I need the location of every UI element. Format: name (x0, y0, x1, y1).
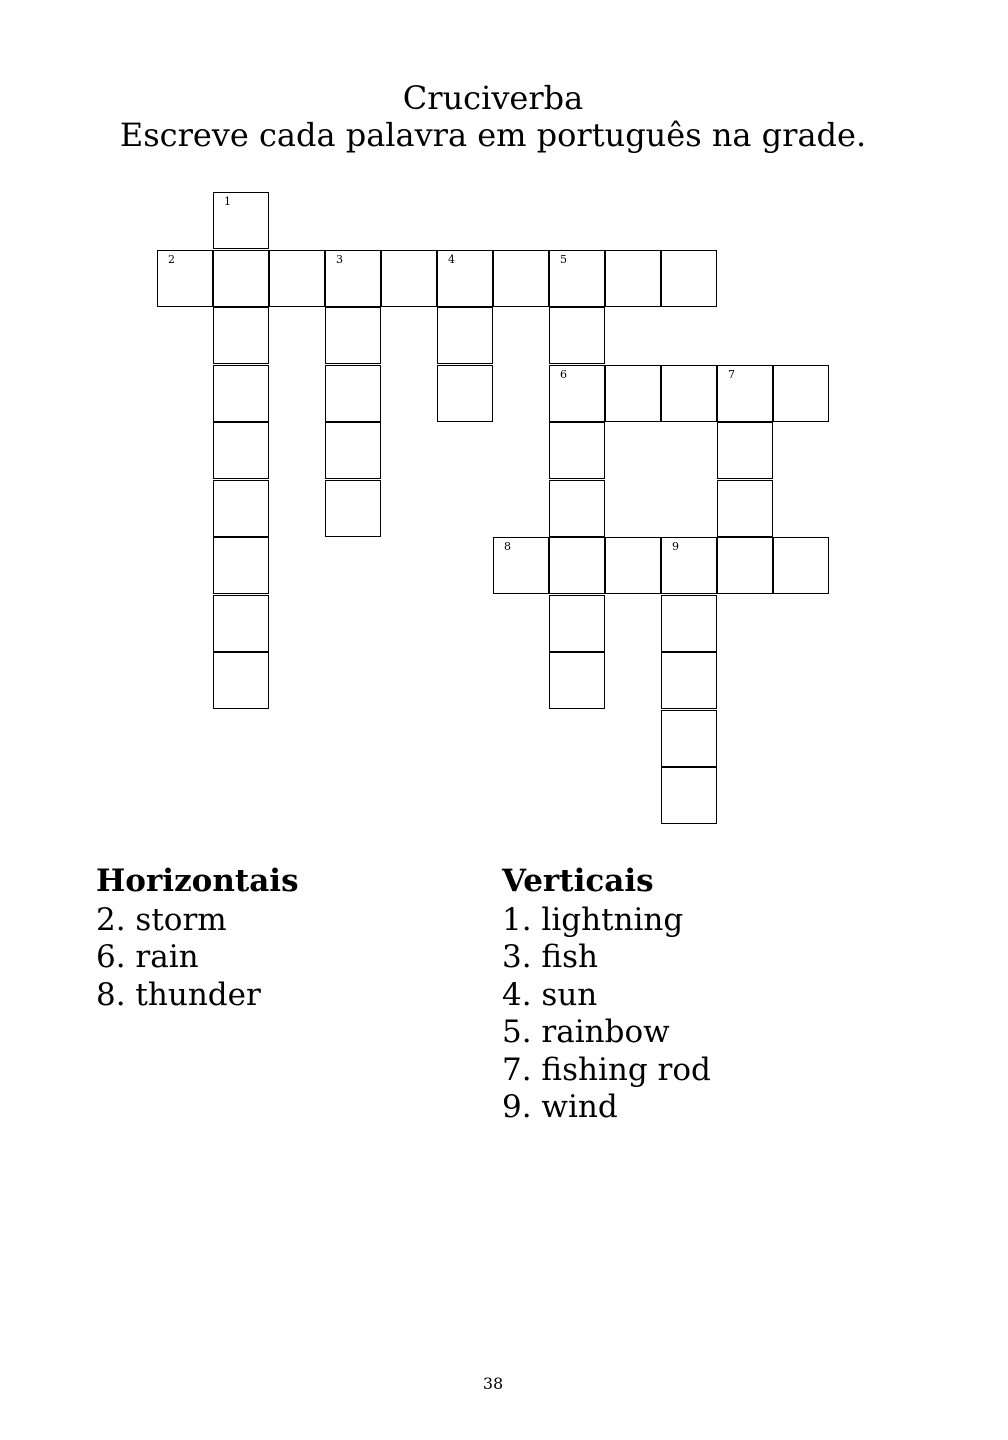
down-heading: Verticais (502, 863, 654, 899)
grid-cell[interactable] (605, 250, 661, 307)
grid-cell[interactable] (157, 250, 213, 307)
grid-cell[interactable] (549, 422, 605, 479)
grid-cell[interactable] (717, 365, 773, 422)
grid-cell[interactable] (213, 480, 269, 537)
grid-cell[interactable] (661, 767, 717, 824)
down-clue: 3. fish (502, 939, 598, 976)
grid-cell[interactable] (661, 537, 717, 594)
grid-cell[interactable] (325, 480, 381, 537)
grid-cell[interactable] (717, 537, 773, 594)
page-subtitle: Escreve cada palavra em português na grade. (119, 116, 867, 154)
clue-number: 8 (504, 540, 511, 553)
grid-cell[interactable] (549, 537, 605, 594)
down-clue: 5. rainbow (502, 1014, 670, 1051)
grid-cell[interactable] (269, 250, 325, 307)
down-clue: 4. sun (502, 976, 598, 1013)
grid-cell[interactable] (325, 307, 381, 364)
clue-number: 9 (672, 540, 679, 553)
grid-cell[interactable] (437, 250, 493, 307)
grid-cell[interactable] (549, 250, 605, 307)
down-clue: 1. lightning (502, 902, 684, 938)
clue-number: 6 (560, 367, 567, 381)
grid-cell[interactable] (773, 537, 829, 594)
grid-cell[interactable] (493, 250, 549, 307)
grid-cell[interactable] (325, 422, 381, 479)
grid-cell[interactable] (213, 250, 269, 307)
grid-cell[interactable] (773, 365, 829, 422)
across-heading: Horizontais (96, 863, 299, 899)
clue-number: 4 (448, 252, 455, 266)
across-clue: 6. rain (96, 939, 199, 976)
across-clue: 2. storm (96, 902, 227, 938)
grid-cell[interactable] (661, 365, 717, 422)
grid-cell[interactable] (213, 365, 269, 422)
grid-cell[interactable] (549, 652, 605, 709)
clue-number: 7 (728, 367, 735, 381)
clue-number: 5 (560, 252, 567, 266)
grid-cell[interactable] (213, 652, 269, 709)
grid-cell[interactable] (213, 422, 269, 479)
grid-cell[interactable] (325, 365, 381, 422)
down-clue: 7. fishing rod (502, 1051, 711, 1088)
grid-cell[interactable] (213, 307, 269, 364)
grid-cell[interactable] (437, 307, 493, 364)
grid-cell[interactable] (549, 307, 605, 364)
grid-cell[interactable] (213, 595, 269, 652)
grid-cell[interactable] (493, 537, 549, 594)
grid-cell[interactable] (325, 250, 381, 307)
down-clues (502, 862, 711, 1126)
grid-cell[interactable] (549, 595, 605, 652)
page-title: Cruciverba (402, 79, 584, 117)
grid-cell[interactable] (381, 250, 437, 307)
grid-cell[interactable] (717, 422, 773, 479)
clue-number: 3 (336, 252, 343, 266)
clue-number: 2 (168, 252, 175, 266)
grid-cell[interactable] (717, 480, 773, 537)
grid-cell[interactable] (437, 365, 493, 422)
grid-cell[interactable] (605, 537, 661, 594)
grid-cell[interactable] (661, 250, 717, 307)
across-clue: 8. thunder (96, 976, 261, 1013)
down-clue: 9. wind (502, 1089, 618, 1126)
clue-number: 1 (224, 195, 231, 208)
grid-cell[interactable] (213, 537, 269, 594)
page-number: 38 (482, 1374, 504, 1393)
grid-cell[interactable] (605, 365, 661, 422)
grid-cell[interactable] (661, 595, 717, 652)
across-clues (96, 862, 299, 1014)
grid-cell[interactable] (549, 480, 605, 537)
grid-cell[interactable] (661, 652, 717, 709)
grid-cell[interactable] (549, 365, 605, 422)
grid-cell[interactable] (213, 192, 269, 249)
grid-cell[interactable] (661, 710, 717, 767)
